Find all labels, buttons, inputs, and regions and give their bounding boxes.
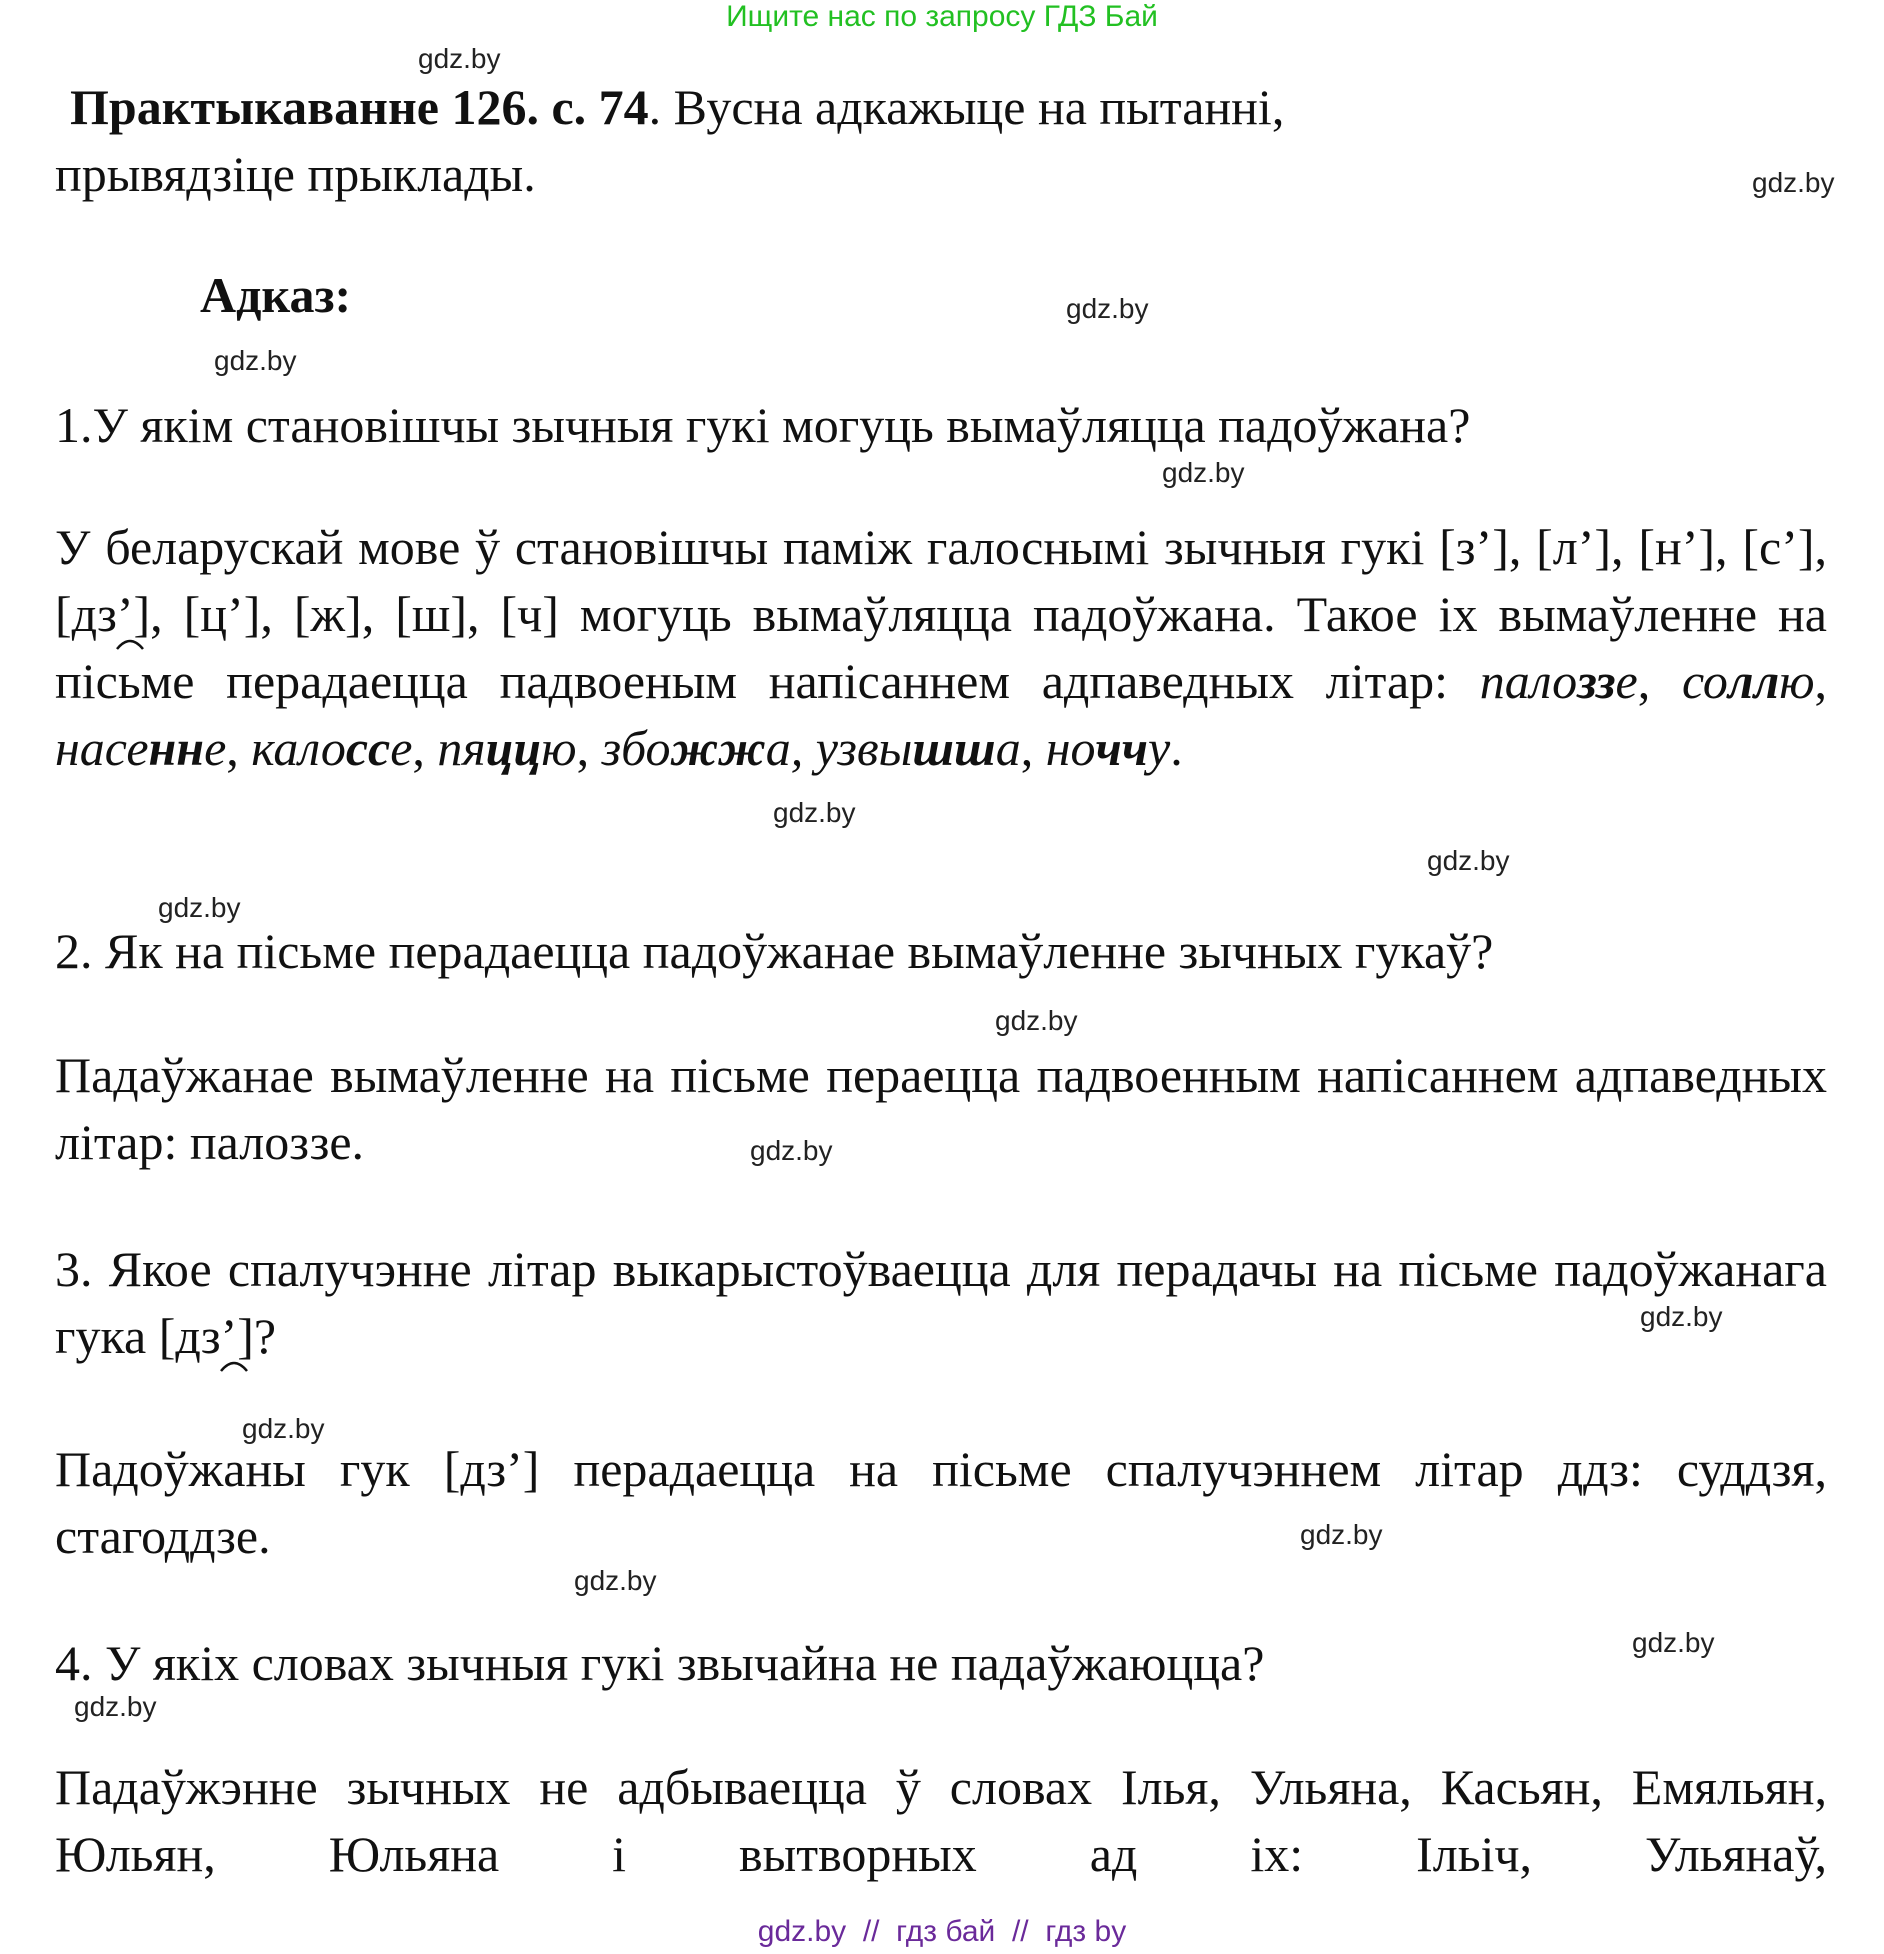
watermark: gdz.by	[1066, 293, 1149, 324]
question-3-text-2: з’]?	[200, 1308, 277, 1364]
exercise-title	[70, 74, 1284, 141]
watermark: gdz.by	[1752, 167, 1835, 198]
watermark: gdz.by	[750, 1135, 833, 1166]
answer-heading: Адказ:	[200, 267, 352, 323]
exercise-number: Практыкаванне 126. с. 74	[70, 79, 649, 135]
example-word: ноччу	[1045, 720, 1171, 776]
watermark: gdz.by	[214, 345, 297, 376]
answer-4: Падаўжэнне зычных не адбываецца ў словах Ілья, Ульяна, Касьян, Емяльян, Юльян, Юльяна і вытворных ад іх: Ільіч, Ульянаў,	[55, 1759, 1827, 1882]
answer-1: У беларускай мове ў становішчы паміж галоснымі зычныя гукі [з’], [л’], [н’], [с’], [д з’], [ц’], [ж], [ш], [ч] могуць вымаўляцца падоўжана. Такое іх вымаўленне на пісьме перадаецца падвоеным напісаннем адпаведных літар: палоззе, соллю, насенне, калоссе, пяццю, збожжа, узвышша, ноччу.	[55, 519, 1828, 776]
question-3-text: 3. Якое спалучэнне літар выкарыстоўваецца для перадачы на пісьме падоўжанага гука [д	[55, 1241, 1827, 1364]
watermark: gdz.by	[1632, 1627, 1715, 1658]
watermark: gdz.by	[242, 1413, 325, 1444]
question-4: 4. У якіх словах зычныя гукі звычайна не падаўжаюцца?	[55, 1635, 1265, 1691]
tie-arc-icon	[115, 635, 145, 651]
watermark: gdz.by	[1162, 457, 1245, 488]
question-1: 1.У якім становішчы зычныя гукі могуць вымаўляцца падоўжана?	[55, 397, 1471, 453]
watermark: gdz.by	[418, 43, 501, 74]
footer-links: gdz.by // гдз бай // гдз by	[757, 1915, 1127, 1948]
example-word: палоззе	[1479, 653, 1638, 709]
example-word: узвышша	[815, 720, 1021, 776]
watermark: gdz.by	[74, 1691, 157, 1722]
exercise-instruction-cont: прывядзіце прыклады.	[55, 146, 536, 202]
question-3	[55, 1236, 1827, 1370]
watermark: gdz.by	[158, 892, 241, 923]
watermark: gdz.by	[574, 1565, 657, 1596]
answer-1-text-2: з’], [ц’], [ж], [ш], [ч] могуць вымаўляцца падоўжана. Такое іх вымаўленне на пісьме перадаецца падвоеным напісаннем адпаведных літар:	[55, 586, 1827, 709]
exercise-instruction: . Вусна адкажыце на пытанні,	[648, 79, 1285, 135]
watermark: gdz.by	[995, 1005, 1078, 1036]
example-word: калоссе	[251, 720, 413, 776]
example-word: пяццю	[437, 720, 577, 776]
watermark: gdz.by	[773, 797, 856, 828]
example-word: насенне	[55, 720, 227, 776]
watermark: gdz.by	[1640, 1301, 1723, 1332]
answer-2: Падаўжанае вымаўленне на пісьме пераецца падвоенным напісаннем адпаведных літар: палоззе.	[55, 1047, 1827, 1170]
question-2: 2. Як на пісьме перадаецца падоўжанае вымаўленне зычных гукаў?	[55, 923, 1494, 979]
answer-1-text: У беларускай мове ў становішчы паміж галоснымі зычныя гукі [з’], [л’], [н’], [с’], [д	[55, 519, 1827, 642]
example-word: соллю	[1681, 653, 1815, 709]
tie-arc-icon	[219, 1357, 249, 1373]
watermark: gdz.by	[1427, 845, 1510, 876]
answer-3: Падоўжаны гук [дз’] перадаецца на пісьме спалучэннем літар ддз: суддзя, стагоддзе.	[55, 1441, 1827, 1564]
example-word: збожжа,	[601, 720, 804, 776]
watermark: gdz.by	[1300, 1519, 1383, 1550]
top-banner: Ищите нас по запросу ГДЗ Бай	[726, 0, 1158, 33]
